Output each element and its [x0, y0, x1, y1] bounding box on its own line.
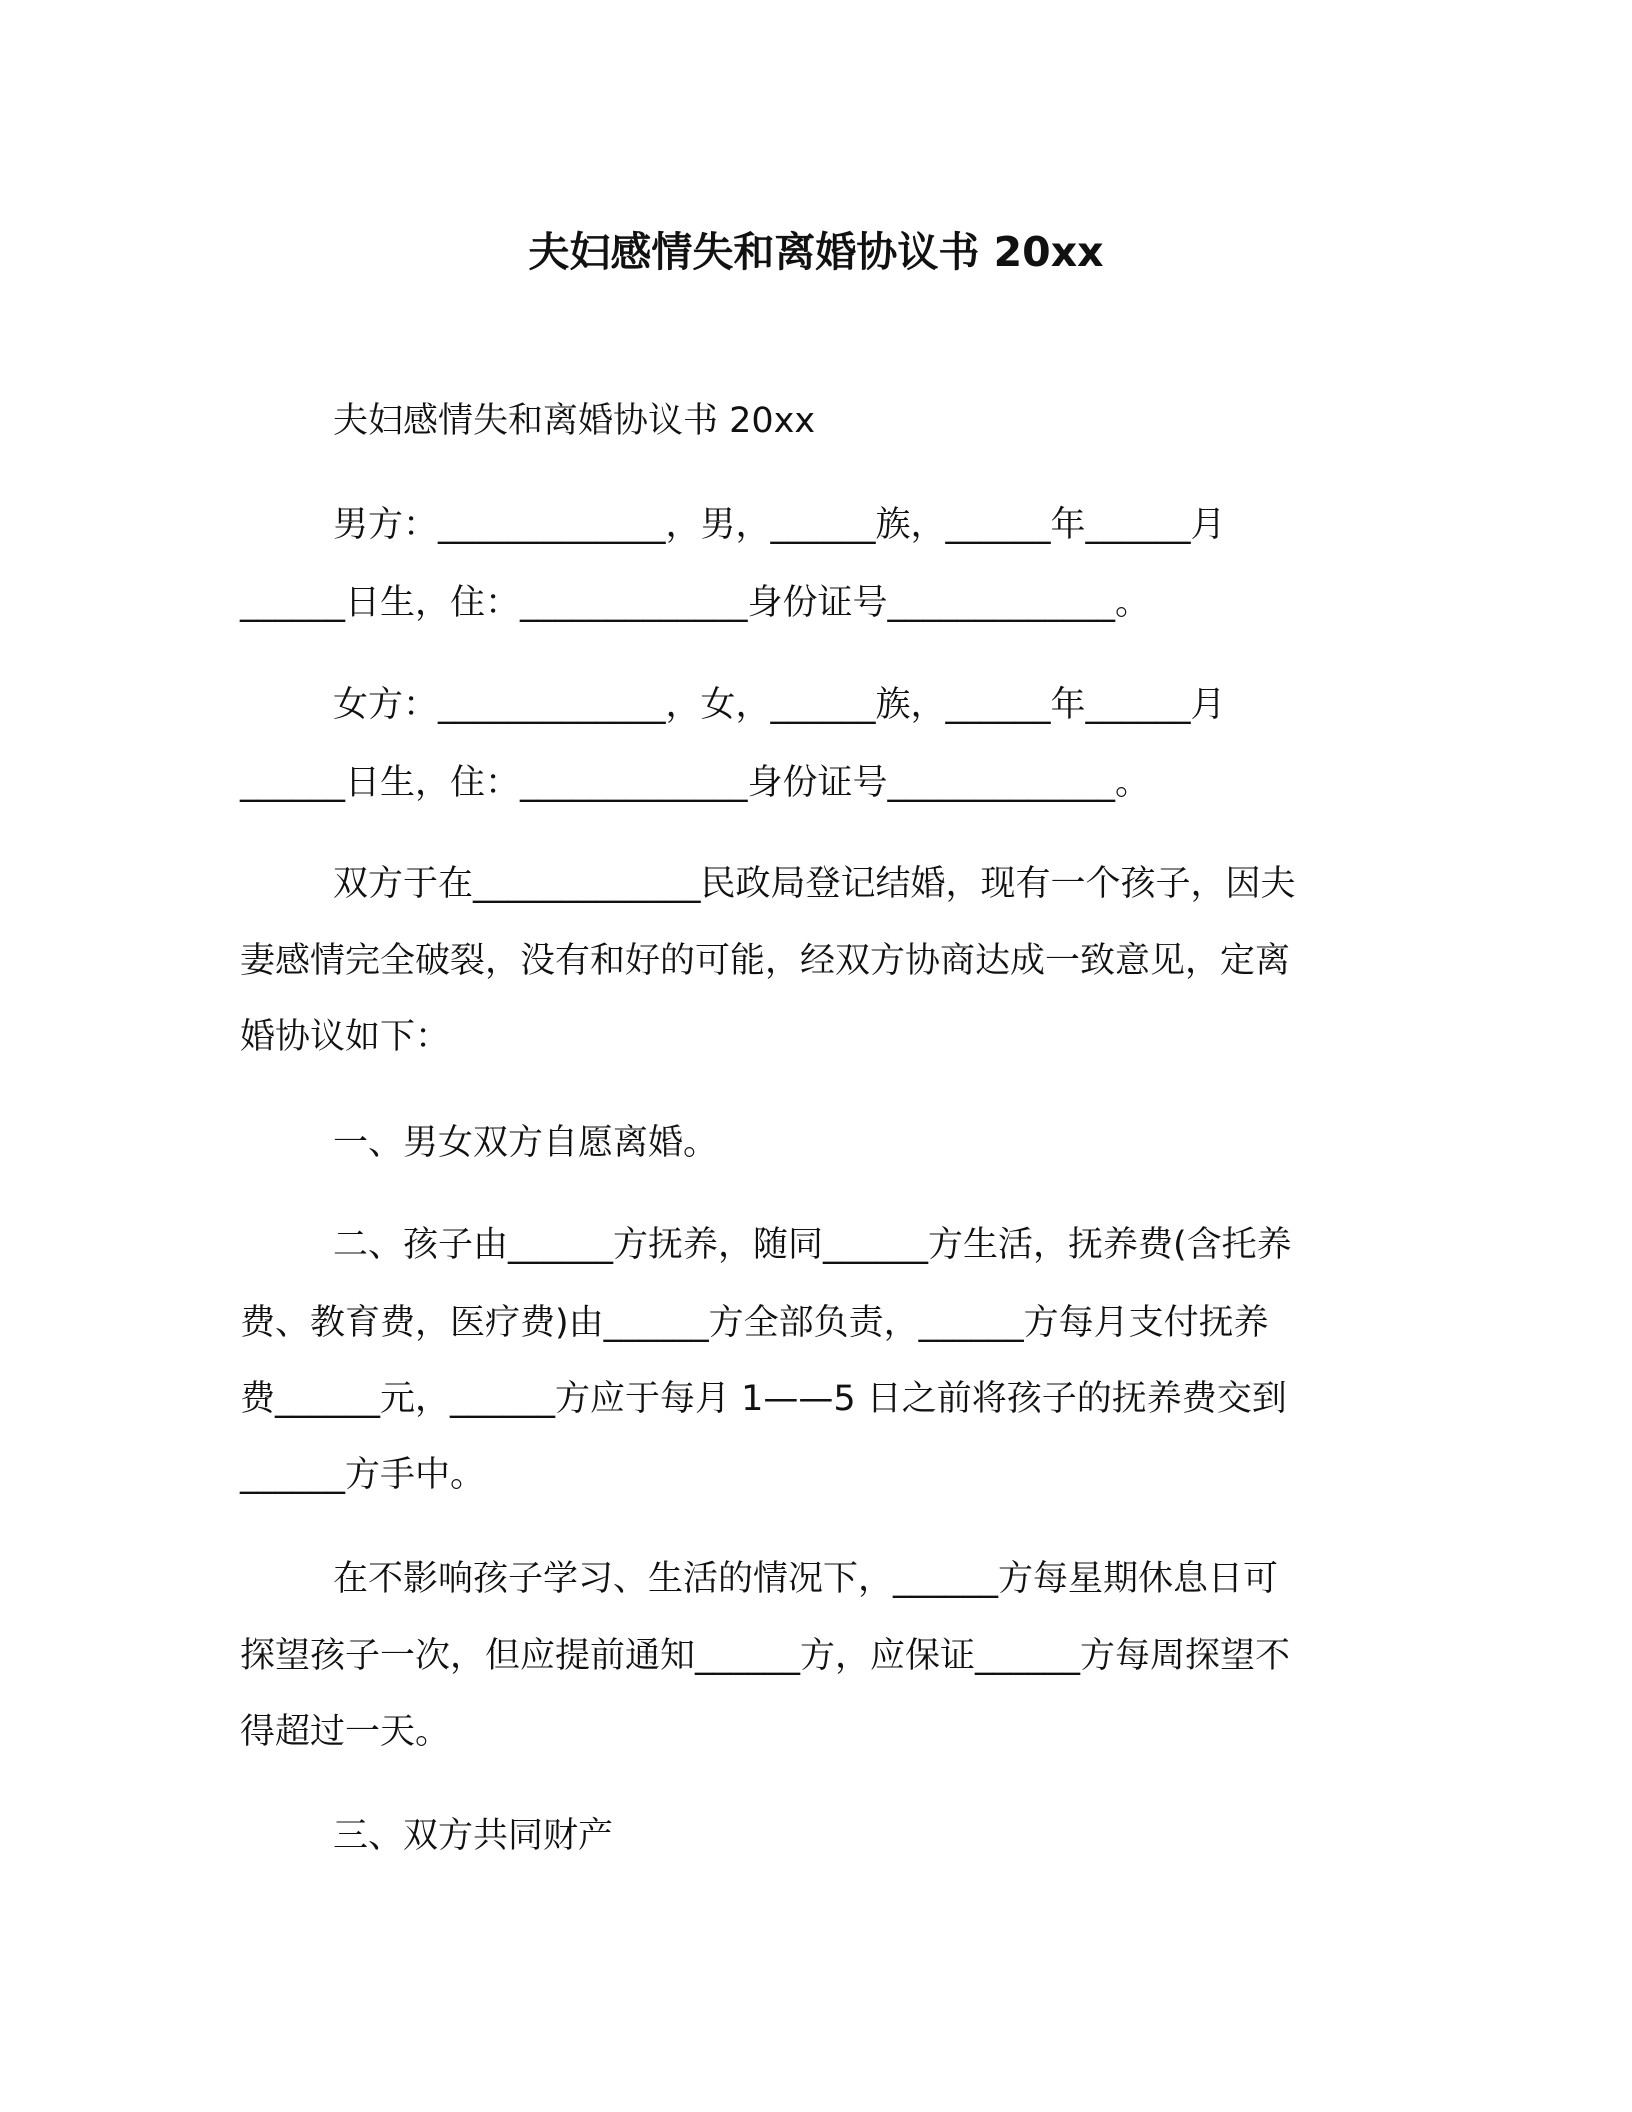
- clause-2-line-1: 二、孩子由______方抚养，随同______方生活，抚养费(含托养: [333, 1225, 1292, 1265]
- subtitle: 夫妇感情失和离婚协议书 20xx: [333, 401, 816, 441]
- clause-2-line-2: 费、教育费，医疗费)由______方全部负责，______方每月支付抚养: [240, 1303, 1269, 1343]
- clause-1: 一、男女双方自愿离婚。: [333, 1123, 719, 1163]
- clause-2-line-4: ______方手中。: [240, 1455, 486, 1495]
- visitation-line-3: 得超过一天。: [240, 1712, 451, 1752]
- clause-3-heading: 三、双方共同财产: [333, 1816, 614, 1856]
- visitation-line-2: 探望孩子一次，但应提前通知______方，应保证______方每周探望不: [240, 1636, 1291, 1676]
- female-party-line-1: 女方：_____________，女，______族，______年______月: [333, 685, 1226, 725]
- male-party-line-1: 男方：_____________，男，______族，______年______月: [333, 505, 1226, 545]
- preamble-line-3: 婚协议如下：: [240, 1017, 451, 1057]
- male-party-line-2: ______日生，住：_____________身份证号_____________。: [240, 583, 1151, 623]
- preamble-line-2: 妻感情完全破裂，没有和好的可能，经双方协商达成一致意见，定离: [240, 941, 1291, 981]
- document-title: 夫妇感情失和离婚协议书 20xx: [528, 228, 1104, 276]
- female-party-line-2: ______日生，住：_____________身份证号_____________。: [240, 763, 1151, 803]
- preamble-line-1: 双方于在_____________民政局登记结婚，现有一个孩子，因夫: [333, 864, 1296, 904]
- visitation-line-1: 在不影响孩子学习、生活的情况下，______方每星期休息日可: [333, 1559, 1279, 1599]
- clause-2-line-3: 费______元，______方应于每月 1——5 日之前将孩子的抚养费交到: [240, 1379, 1287, 1419]
